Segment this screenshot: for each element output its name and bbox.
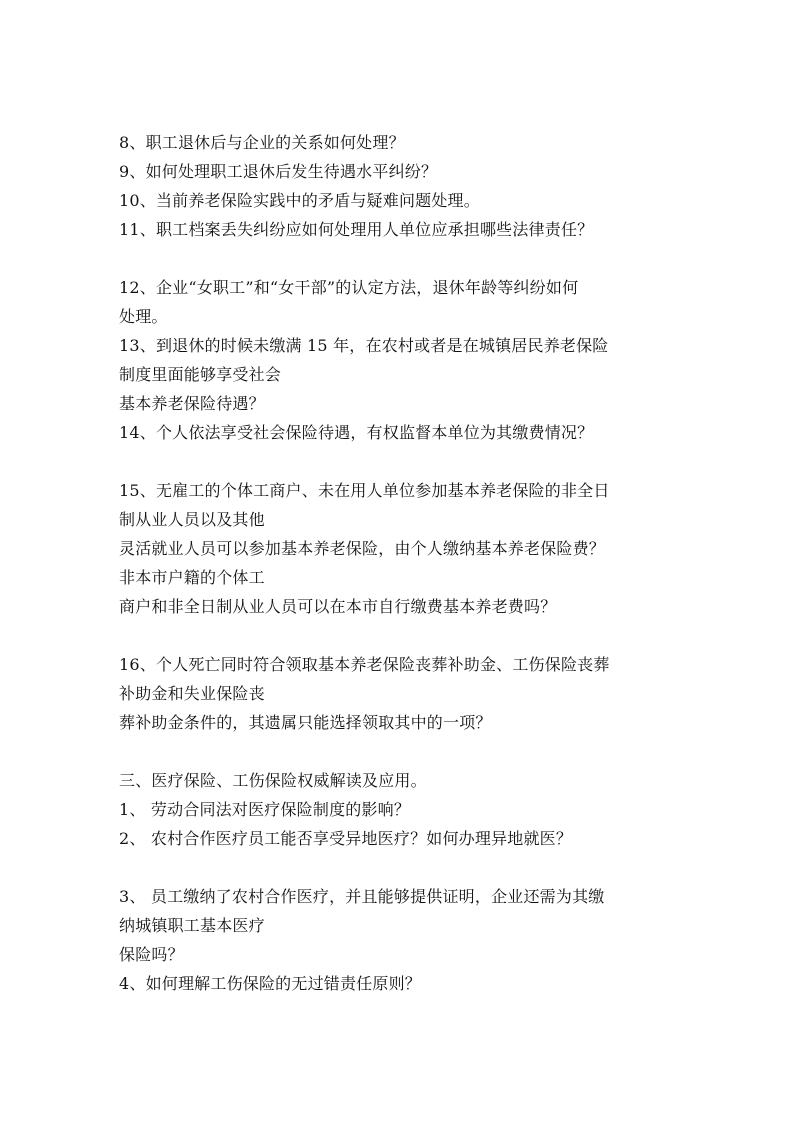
text-line: 12、企业“女职工”和“女干部”的认定方法，退休年龄等纠纷如何	[119, 278, 579, 297]
text-line: 9、如何处理职工退休后发生待遇水平纠纷？	[119, 162, 438, 181]
text-line: 3、 员工缴纳了农村合作医疗，并且能够提供证明，企业还需为其缴	[119, 887, 605, 906]
text-line: 11、职工档案丢失纠纷应如何处理用人单位应承担哪些法律责任？	[119, 220, 594, 239]
text-line: 非本市户籍的个体工	[119, 568, 265, 587]
text-line: 14、个人依法享受社会保险待遇，有权监督本单位为其缴费情况？	[119, 423, 594, 442]
text-line: 灵活就业人员可以参加基本养老保险，由个人缴纳基本养老保险费？	[119, 539, 606, 558]
blank-line	[119, 244, 685, 273]
document-body	[119, 128, 685, 998]
text-line: 1、 劳动合同法对医疗保险制度的影响？	[119, 800, 411, 819]
text-line: 基本养老保险待遇？	[119, 394, 265, 413]
text-line: 纳城镇职工基本医疗	[119, 916, 265, 935]
blank-line	[119, 447, 685, 476]
blank-line	[119, 621, 685, 650]
text-line: 2、 农村合作医疗员工能否享受异地医疗？如何办理异地就医？	[119, 829, 573, 848]
text-line: 8、职工退休后与企业的关系如何处理？	[119, 133, 405, 152]
blank-line	[119, 737, 685, 766]
text-line: 处理。	[119, 307, 168, 326]
text-line: 13、到退休的时候未缴满 15 年，在农村或者是在城镇居民养老保险	[119, 336, 609, 355]
text-line: 保险吗？	[119, 945, 184, 964]
text-line: 制从业人员以及其他	[119, 510, 265, 529]
text-line: 制度里面能够享受社会	[119, 365, 282, 384]
text-line: 15、无雇工的个体工商户、未在用人单位参加基本养老保险的非全日	[119, 481, 610, 500]
text-line: 补助金和失业保险丧	[119, 684, 265, 703]
text-line: 4、如何理解工伤保险的无过错责任原则？	[119, 974, 421, 993]
text-line: 葬补助金条件的，其遗属只能选择领取其中的一项？	[119, 713, 492, 732]
text-line: 10、当前养老保险实践中的矛盾与疑难问题处理。	[119, 191, 480, 210]
blank-line	[119, 853, 685, 882]
section-heading: 三、医疗保险、工伤保险权威解读及应用。	[119, 771, 427, 790]
text-line: 16、个人死亡同时符合领取基本养老保险丧葬补助金、工伤保险丧葬	[119, 655, 610, 674]
text-line: 商户和非全日制从业人员可以在本市自行缴费基本养老费吗？	[119, 597, 557, 616]
